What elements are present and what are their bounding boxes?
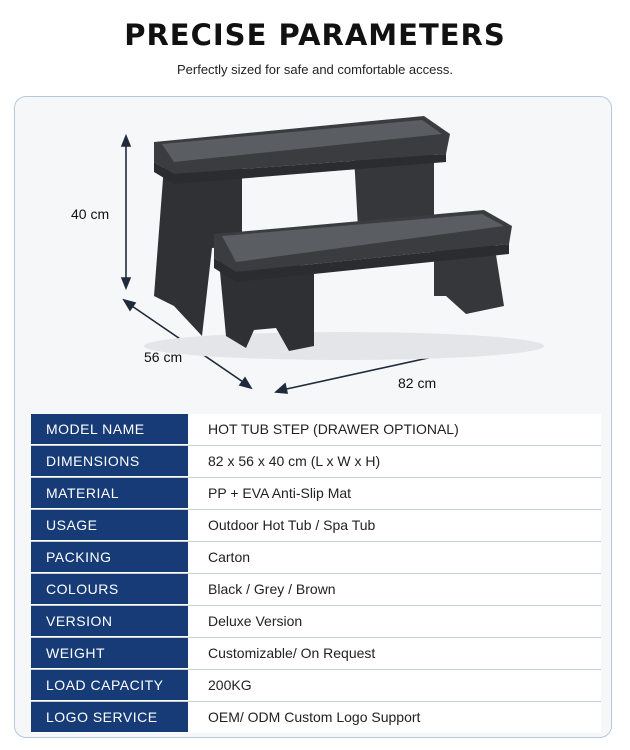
hot-tub-step-image	[14, 96, 612, 406]
spec-label: PACKING	[31, 542, 188, 573]
spec-value: 200KG	[188, 670, 601, 701]
table-row	[31, 638, 601, 670]
spec-label: DIMENSIONS	[31, 446, 188, 477]
spec-label: LOAD CAPACITY	[31, 670, 188, 701]
table-row	[31, 414, 601, 446]
spec-value: OEM/ ODM Custom Logo Support	[188, 702, 601, 733]
page-subtitle: Perfectly sized for safe and comfortable access.	[176, 62, 453, 77]
spec-value: 82 x 56 x 40 cm (L x W x H)	[188, 446, 601, 477]
page-title: PRECISE PARAMETERS	[124, 18, 506, 52]
spec-label: USAGE	[31, 510, 188, 541]
table-row	[31, 542, 601, 574]
spec-value: Carton	[188, 542, 601, 573]
table-row	[31, 574, 601, 606]
spec-label: LOGO SERVICE	[31, 702, 188, 733]
height-label: 40 cm	[71, 206, 110, 222]
spec-label: VERSION	[31, 606, 188, 637]
table-row	[31, 606, 601, 638]
spec-table	[31, 414, 601, 733]
table-row	[31, 670, 601, 702]
spec-label: MATERIAL	[31, 478, 188, 509]
product-figure	[14, 96, 612, 406]
length-label: 82 cm	[398, 375, 437, 391]
table-row	[31, 478, 601, 510]
spec-value: PP + EVA Anti-Slip Mat	[188, 478, 601, 509]
table-row	[31, 510, 601, 542]
width-label: 56 cm	[144, 349, 183, 365]
spec-value: Outdoor Hot Tub / Spa Tub	[188, 510, 601, 541]
spec-value: HOT TUB STEP (DRAWER OPTIONAL)	[188, 414, 601, 445]
spec-value: Black / Grey / Brown	[188, 574, 601, 605]
spec-label: MODEL NAME	[31, 414, 188, 445]
table-row	[31, 702, 601, 733]
spec-value: Customizable/ On Request	[188, 638, 601, 669]
spec-label: WEIGHT	[31, 638, 188, 669]
spec-value: Deluxe Version	[188, 606, 601, 637]
table-row	[31, 446, 601, 478]
spec-label: COLOURS	[31, 574, 188, 605]
